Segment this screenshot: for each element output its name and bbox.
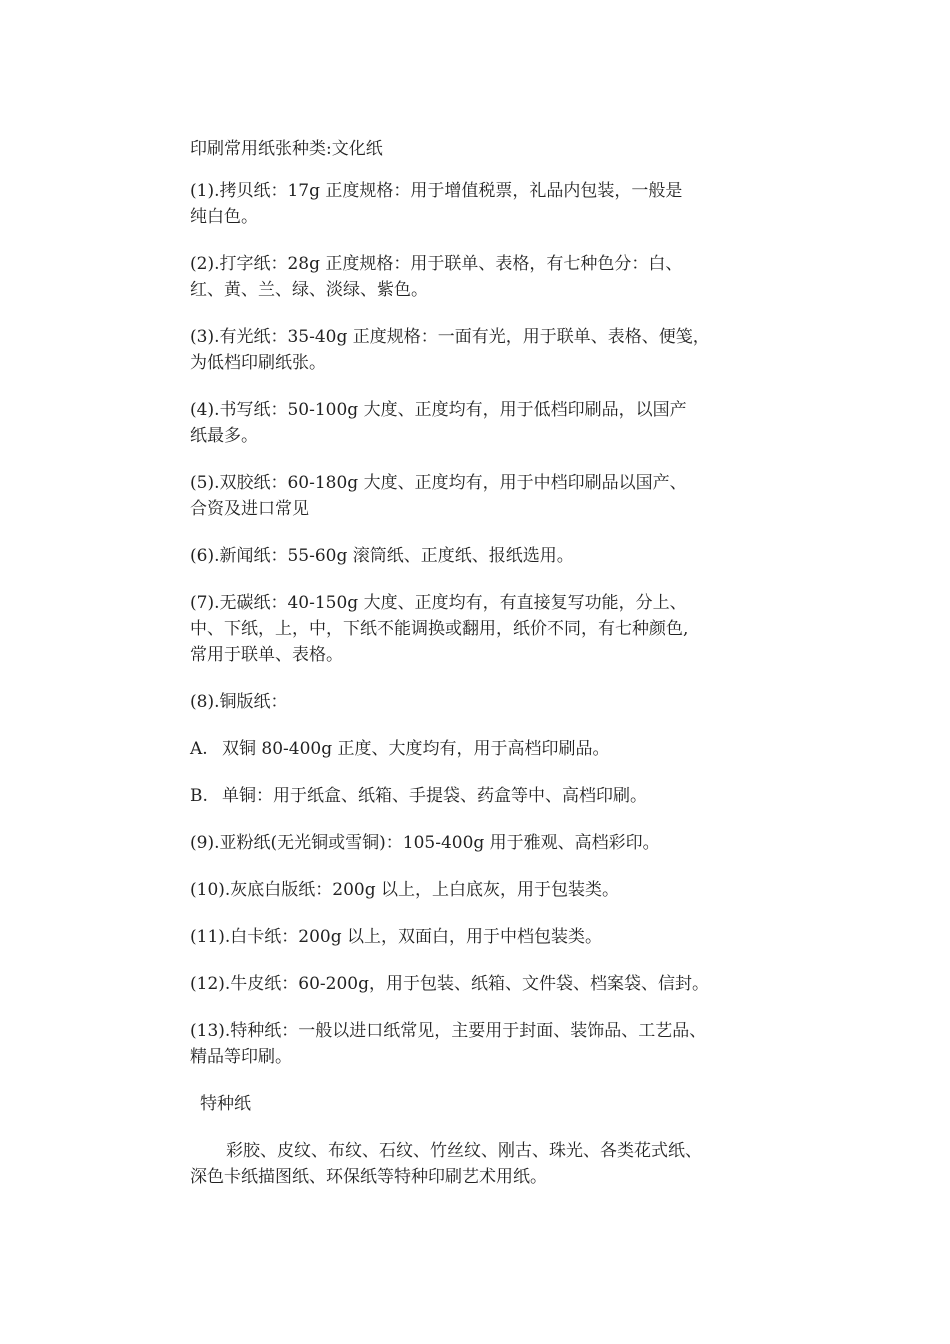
paragraph-line: 精品等印刷。 (190, 1047, 292, 1067)
sub-item-double-coated (190, 736, 790, 762)
paper-item-carbonless-paper (190, 590, 790, 668)
paragraph-line: 常用于联单、表格。 (190, 645, 343, 665)
paragraph-line: (2).打字纸：28g 正度规格：用于联单、表格，有七种色分：白、 (190, 254, 683, 274)
section-heading (190, 1091, 790, 1117)
paper-item-white-card (190, 924, 790, 950)
sub-item-line (190, 736, 790, 762)
paper-item-typing-paper (190, 251, 790, 303)
sub-item-single-coated (190, 783, 790, 809)
paper-item-matte-paper (190, 830, 790, 856)
paragraph-line: 中、下纸，上，中，下纸不能调换或翻用，纸价不同，有七种颜色, (190, 619, 689, 639)
sub-item-text: 单铜：用于纸盒、纸箱、手提袋、药盒等中、高档印刷。 (222, 786, 647, 806)
paper-item-kraft-paper (190, 971, 790, 997)
paper-item-glazed-paper (190, 324, 790, 376)
paper-item-offset-paper (190, 470, 790, 522)
sub-item-text: 双铜 80-400g 正度、大度均有，用于高档印刷品。 (222, 739, 610, 759)
paragraph-line: (9).亚粉纸(无光铜或雪铜)：105-400g 用于雅观、高档彩印。 (190, 833, 660, 853)
paragraph-line: (5).双胶纸：60-180g 大度、正度均有，用于中档印刷品以国产、 (190, 473, 687, 493)
paragraph-line: (13).特种纸：一般以进口纸常见，主要用于封面、装饰品、工艺品、 (190, 1021, 707, 1041)
paper-item-copy-paper (190, 178, 790, 230)
sub-item-line (190, 783, 790, 809)
paragraph-line: (3).有光纸：35-40g 正度规格：一面有光，用于联单、表格、便笺， (190, 327, 710, 347)
sub-item-label: B. (190, 786, 208, 806)
document-title: 印刷常用纸张种类:文化纸 (190, 139, 383, 159)
paragraph-line: 合资及进口常见 (190, 499, 309, 519)
paragraph-line: (4).书写纸：50-100g 大度、正度均有，用于低档印刷品，以国产 (190, 400, 687, 420)
paragraph-line: 纯白色。 (190, 207, 258, 227)
paper-item-specialty-paper (190, 1018, 790, 1070)
paragraph-line: (8).铜版纸： (190, 692, 288, 712)
paper-item-coated-paper (190, 689, 790, 715)
sub-item-label: A. (190, 739, 208, 759)
paper-item-grey-back-board (190, 877, 790, 903)
paper-item-writing-paper (190, 397, 790, 449)
paragraph-line: 红、黄、兰、绿、淡绿、紫色。 (190, 280, 428, 300)
paragraph-line: 彩胶、皮纹、布纹、石纹、竹丝纹、刚古、珠光、各类花式纸、 (226, 1141, 702, 1161)
paragraph-line: (10).灰底白版纸：200g 以上，上白底灰，用于包装类。 (190, 880, 620, 900)
paper-item-newsprint (190, 543, 790, 569)
paragraph-line: (11).白卡纸：200g 以上，双面白，用于中档包装类。 (190, 927, 603, 947)
section-heading-text: 特种纸 (200, 1094, 251, 1114)
paragraph-line: (12).牛皮纸：60-200g，用于包装、纸箱、文件袋、档案袋、信封。 (190, 974, 710, 994)
specialty-description (190, 1138, 790, 1190)
paragraph-line: (6).新闻纸：55-60g 滚筒纸、正度纸、报纸选用。 (190, 546, 574, 566)
paragraph-line: (1).拷贝纸：17g 正度规格：用于增值税票，礼品内包装，一般是 (190, 181, 683, 201)
document-body (190, 136, 790, 1211)
paragraph-line: (7).无碳纸：40-150g 大度、正度均有，有直接复写功能，分上、 (190, 593, 687, 613)
paragraph-line: 纸最多。 (190, 426, 258, 446)
paragraph-line: 深色卡纸描图纸、环保纸等特种印刷艺术用纸。 (190, 1167, 547, 1187)
paragraph-line: 为低档印刷纸张。 (190, 353, 326, 373)
